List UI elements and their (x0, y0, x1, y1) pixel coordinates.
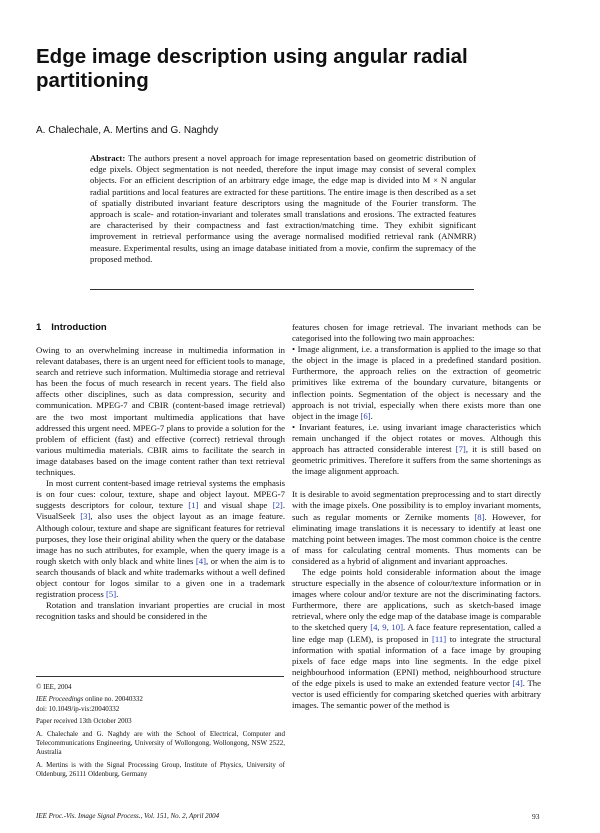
page-number: 93 (532, 812, 540, 821)
citation-link[interactable]: [2] (272, 500, 283, 511)
left-column (36, 322, 285, 622)
citation-link[interactable]: [1] (188, 500, 199, 511)
citation-link[interactable]: [5] (105, 589, 117, 600)
intro-paragraph-1: Owing to an overwhelming increase in multimedia information in relevant databases, there is an urgent need for efficient tools to manage, search and retrieve such information. Multimedia storage and retrieval has been the focus of much research in recent years. The field also affects other disciplines, such as data compression, security and communication. MPEG-7 and CBIR (content-based image retrieval) are the two most important multimedia applications that have addressed this urgent need. MPEG-7 plans to provide a solution for the problem of efficient (fast) and effective (correct) retrieval through various multimedia materials. CBIR aims to facilitate the search in image databases based on the image content rather than text retrieval techniques. (36, 345, 285, 478)
citation-link[interactable]: [4] (512, 677, 523, 688)
footnote-divider (36, 676, 284, 677)
citation-link[interactable]: [7] (455, 444, 466, 455)
intro-paragraph-2: In most current content-based image retrieval systems the emphasis is on four cues: colour, texture, shape and object layout. MPEG-7 suggests descriptors for colour, texture [1] and visual shape [2]. VisualSeek [3], also uses the object layout as an image feature. Although colour, texture and shape are significant features for retrieval purposes, they lose their original ability when the query or the database image has no such attributes, for example, when the query image is a rough sketch with only black and white lines [4], or when the aim is to search thousands of black and white trademarks without a well defined object contour for logos similar to a given one in a trademark registration process [5]. (36, 478, 285, 600)
section-title: Introduction (51, 322, 107, 333)
intro-paragraph-3: Rotation and translation invariant properties are crucial in most recognition tasks and should be considered in the (36, 600, 285, 622)
bullet-icon: • (292, 344, 298, 355)
bullet-item-2: • Invariant features, i.e. using invariant image characteristics which remain unchanged if the object rotates or moves. Although this approach has attracted considerable interest [7], it is still based on geometric primitives. Therefore it suffers from the same shortenings as the image alignment approach. (292, 421, 541, 477)
section-heading (36, 322, 285, 333)
citation-link[interactable]: [3] (80, 511, 91, 522)
right-paragraph-3: The edge points hold considerable information about the image structure especially in the absence of colour/texture information or in images where colour and/or texture are not the discriminating factors. Furthermore, there are applications, such as sketch-based image retrieval, where only the edge map of the database image is comparable to the sketched query [4, 9, 10]. A face feature representation, called a line edge map (LEM), is proposed in [11] to integrate the structural information with spatial information of a face image by grouping pixels of face edge maps into line segments. In the edge pixel neighbourhood information (EPNI) method, neighbourhood structure of the edge pixels is used to make an extended feature vector [4]. The vector is used efficiently for comparing sketched queries with arbitrary images. The semantic power of the method is (292, 566, 541, 711)
citation-link[interactable]: [4] (195, 555, 206, 566)
paragraph-gap (292, 477, 541, 489)
abstract (90, 153, 476, 265)
citation-link[interactable]: [8] (474, 511, 485, 522)
journal-footer: IEE Proc.-Vis. Image Signal Process., Vol. 151, No. 2, April 2004 (36, 812, 220, 820)
bullet-icon: • (292, 421, 300, 432)
citation-link[interactable]: [11] (432, 633, 447, 644)
citation-link[interactable]: [6] (360, 410, 371, 421)
proceedings-note: IEE Proceedings online no. 20040332 doi: 10.1049/ip-vis:20040332 (36, 695, 143, 713)
author-list: A. Chalechale, A. Mertins and G. Naghdy (36, 125, 219, 136)
abstract-divider (90, 289, 474, 290)
abstract-text: The authors present a novel approach for image representation based on geometric distribution of edge pixels. Object segmentation is not needed, therefore the input image may consist of several complex objects. For an efficient description of an arbitrary edge image, the edge map is divided into M × N angular radial partitions and local features are extracted for these partitions. The entire image is then described as a set of spatially distributed invariant feature descriptors using the magnitude of the Fourier transform. The approach is scale- and rotation-invariant and tolerates small translations and erosions. The extracted features are characterised by their compactness and fast extraction/matching time. They exhibit significant improvement in retrieval performance using the average normalised modified retrieval rank (ANMRR) measure. Experimental results, using an image database initiated from a movie, confirm the supremacy of the proposed method. (90, 153, 476, 264)
affiliation-2: A. Mertins is with the Signal Processing Group, Institute of Physics, University of Oldenburg, 26111 Oldenburg, Germany (36, 760, 285, 779)
right-column (292, 322, 541, 711)
paper-title: Edge image description using angular radial partitioning (36, 45, 468, 92)
section-number: 1 (36, 322, 42, 333)
abstract-label: Abstract: (90, 153, 126, 163)
right-paragraph-1: features chosen for image retrieval. The invariant methods can be categorised into the following two main approaches: (292, 322, 541, 344)
doi-note: doi: 10.1049/ip-vis:20040332 (36, 704, 120, 713)
copyright-note: © IEE, 2004 (36, 683, 72, 691)
citation-link[interactable]: [4, 9, 10] (370, 622, 404, 633)
received-note: Paper received 13th October 2003 (36, 717, 132, 726)
right-paragraph-2: It is desirable to avoid segmentation preprocessing and to start directly with the image pixels. One possibility is to employ invariant moments, such as regular moments or Zernike moments [8]. However, for eliminating image translations it is necessary to identify at least one matching point between images. The most common choice is the centre of mass for calculating central moments. Thus moments can be considered as a hybrid of alignment and invariant approaches. (292, 489, 541, 566)
affiliation-1: A. Chalechale and G. Naghdy are with the School of Electrical, Computer and Telecommunications Engineering, University of Wollongong, Wollongong, NSW 2522, Australia (36, 729, 285, 757)
footnotes (36, 683, 285, 783)
bullet-item-1: • Image alignment, i.e. a transformation is applied to the image so that the object in the image is placed in a predefined standard position. Furthermore, the approach relies on the extraction of geometric primitives like extrema of the boundary curvature, bitangents or inflection points. Segmentation of the object is necessary and the approach is not trivial, especially when there exists more than one object in the image [6]. (292, 344, 541, 421)
